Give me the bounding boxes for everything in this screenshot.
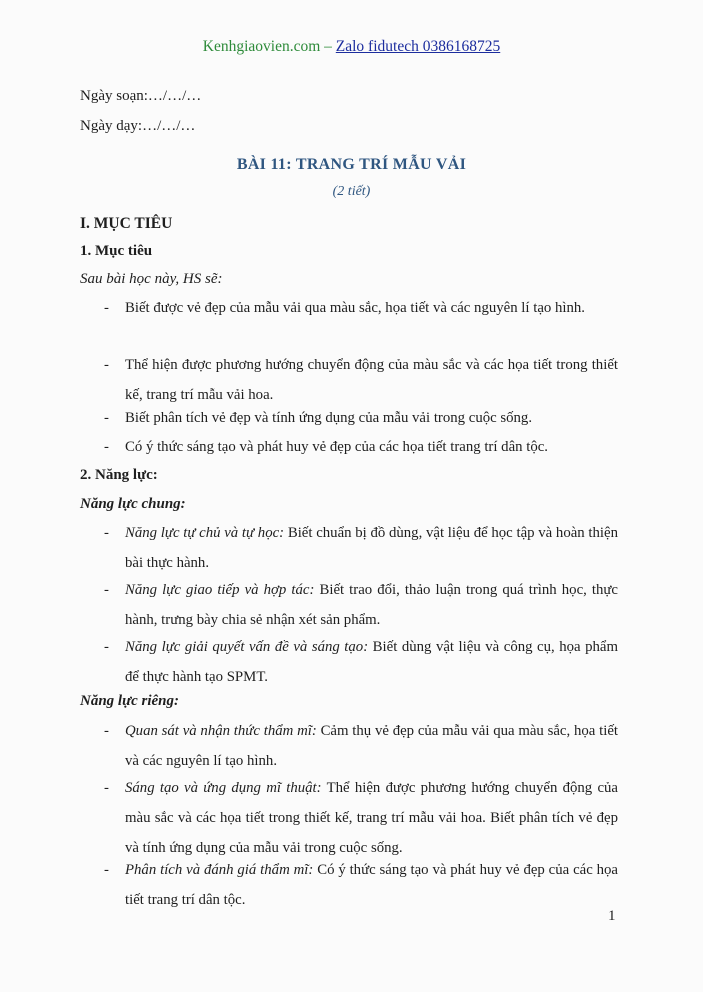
competency-label: Quan sát và nhận thức thẩm mĩ: xyxy=(125,723,317,739)
header-separator: – xyxy=(320,38,336,55)
general-competency-item: - Năng lực giao tiếp và hợp tác: Biết trao đổi, thảo luận trong quá trình học, thực hành, trưng bày chia sẻ nhận xét sản phẩm. xyxy=(104,582,619,628)
specific-competencies-heading: Năng lực riêng: xyxy=(80,693,179,709)
date-prepared: Ngày soạn:…/…/… xyxy=(80,88,202,104)
competency-text: Biết chuẩn bị đồ dùng, vật liệu để học tập và hoàn thiện bài thực hành. xyxy=(125,525,619,571)
goal-item: - Có ý thức sáng tạo và phát huy vẻ đẹp của các họa tiết trang trí dân tộc. xyxy=(104,432,618,462)
competency-label: Phân tích và đánh giá thẩm mĩ: xyxy=(125,862,314,878)
header-zalo-link[interactable]: Zalo fidutech 0386168725 xyxy=(335,38,501,55)
goal-item-text: Biết phân tích vẻ đẹp và tính ứng dụng của mẫu vải trong cuộc sống. xyxy=(125,410,533,426)
goal-item-text: Biết được vẻ đẹp của mẫu vải qua màu sắc, họa tiết và các nguyên lí tạo hình. xyxy=(125,300,586,316)
specific-competency-item: - Quan sát và nhận thức thẩm mĩ: Cảm thụ vẻ đẹp của mẫu vải qua màu sắc, họa tiết và các nguyên lí tạo hình. xyxy=(104,723,618,769)
competency-label: Năng lực giải quyết vấn đề và sáng tạo: xyxy=(125,639,369,655)
competency-text: Cảm thụ vẻ đẹp của mẫu vải qua màu sắc, họa tiết và các nguyên lí tạo hình. xyxy=(125,723,618,769)
specific-competency-item: - Phân tích và đánh giá thẩm mĩ: Có ý thức sáng tạo và phát huy vẻ đẹp của các họa tiết trang trí dân tộc. xyxy=(104,862,618,908)
subsection-heading-competencies: 2. Năng lực: xyxy=(80,467,158,483)
goal-item: - Biết được vẻ đẹp của mẫu vải qua màu sắc, họa tiết và các nguyên lí tạo hình. xyxy=(104,293,618,323)
general-competencies-heading: Năng lực chung: xyxy=(80,496,186,512)
specific-competency-item: - Sáng tạo và ứng dụng mĩ thuật: Thể hiện được phương hướng chuyển động của màu sắc và các họa tiết trong thiết kế, trang trí mẫu vải hoa. Biết phân tích vẻ đẹp và tính ứng dụng của mẫu vải trong cuộc sống. xyxy=(104,780,618,856)
lesson-duration: (2 tiết) xyxy=(332,184,371,199)
competency-text: Biết dùng vật liệu và công cụ, họa phẩm để thực hành tạo SPMT. xyxy=(125,639,618,685)
date-taught: Ngày dạy:…/…/… xyxy=(80,118,196,134)
goals-intro: Sau bài học này, HS sẽ: xyxy=(80,271,223,287)
subsection-heading-goals: 1. Mục tiêu xyxy=(80,243,153,259)
general-competency-item: - Năng lực tự chủ và tự học: Biết chuẩn bị đồ dùng, vật liệu để học tập và hoàn thiện bài thực hành. xyxy=(104,525,619,571)
goal-item-text: Có ý thức sáng tạo và phát huy vẻ đẹp của các họa tiết trang trí dân tộc. xyxy=(125,439,549,455)
competency-text: Biết trao đổi, thảo luận trong quá trình học, thực hành, trưng bày chia sẻ nhận xét sản phẩm. xyxy=(125,582,619,628)
general-competency-item: - Năng lực giải quyết vấn đề và sáng tạo: Biết dùng vật liệu và công cụ, họa phẩm để thực hành tạo SPMT. xyxy=(104,639,618,685)
page-number: 1 xyxy=(608,908,616,924)
page-header xyxy=(0,38,703,56)
goal-item: - Thể hiện được phương hướng chuyển động của màu sắc và các họa tiết trong thiết kế, trang trí mẫu vải hoa. xyxy=(104,350,618,410)
section-heading-objectives: I. MỤC TIÊU xyxy=(80,215,173,232)
competency-text: Có ý thức sáng tạo và phát huy vẻ đẹp của các họa tiết trang trí dân tộc. xyxy=(125,862,618,908)
goal-item: - Biết phân tích vẻ đẹp và tính ứng dụng của mẫu vải trong cuộc sống. xyxy=(104,403,618,433)
competency-text: Thể hiện được phương hướng chuyển động của màu sắc và các họa tiết trong thiết kế, trang trí mẫu vải hoa. Biết phân tích vẻ đẹp và tính ứng dụng của mẫu vải trong cuộc sống. xyxy=(125,780,618,856)
header-site: Kenhgiaovien.com xyxy=(202,38,321,55)
competency-label: Sáng tạo và ứng dụng mĩ thuật: xyxy=(125,780,322,796)
goal-item-text: Thể hiện được phương hướng chuyển động của màu sắc và các họa tiết trong thiết kế, trang trí mẫu vải hoa. xyxy=(125,357,618,403)
competency-label: Năng lực tự chủ và tự học: xyxy=(125,525,285,541)
competency-label: Năng lực giao tiếp và hợp tác: xyxy=(125,582,315,598)
lesson-title: BÀI 11: TRANG TRÍ MẪU VẢI xyxy=(236,156,467,173)
